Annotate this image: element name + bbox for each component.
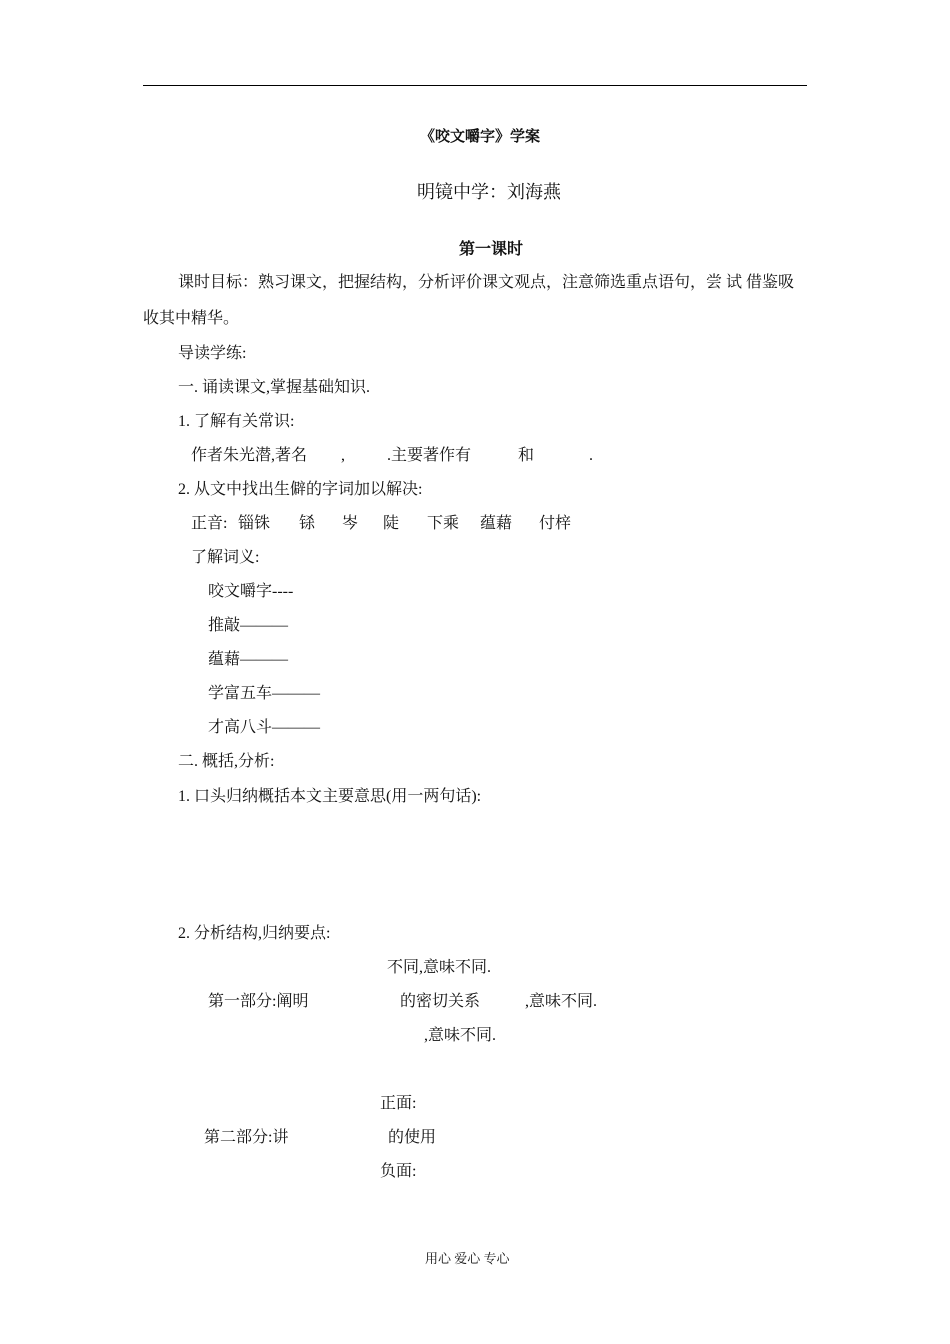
vocab-item: 咬文嚼字---- — [208, 583, 294, 600]
header-rule — [143, 85, 807, 86]
part2-label: 第二部分:讲 — [204, 1129, 289, 1146]
guide-label: 导读学练: — [178, 345, 247, 362]
zhengyin-word: 下乘 — [427, 515, 460, 532]
lesson-heading: 第一课时 — [459, 241, 524, 258]
zhengyin-word: 锱铢 — [238, 515, 271, 532]
q1-part-a: 作者朱光潜,著名 — [191, 447, 308, 464]
vocab-item: 才高八斗——— — [208, 719, 321, 736]
doc-title: 《咬文嚼字》学案 — [420, 129, 541, 145]
q1-part-d: 和 — [518, 447, 535, 464]
part2-middle: 的使用 — [388, 1129, 437, 1146]
goal-line-1: 课时目标：熟习课文，把握结构，分析评价课文观点，注意筛选重点语句，尝 试 借鉴吸 — [178, 274, 795, 291]
vocab-item: 学富五车——— — [208, 685, 321, 702]
vocab-item: 推敲——— — [208, 617, 289, 634]
q1-part-b: , — [341, 447, 345, 464]
part1-middle: 的密切关系 — [400, 993, 481, 1010]
q1-part-c: .主要著作有 — [387, 447, 472, 464]
part1-branch-bottom: ,意味不同. — [424, 1027, 497, 1044]
zhengyin-word: 铩 — [299, 515, 316, 532]
zhengyin-word: 付梓 — [539, 515, 572, 532]
goal-line-2: 收其中精华。 — [143, 310, 240, 327]
page-footer: 用心 爱心 专心 — [425, 1251, 510, 1266]
vocab-label: 了解词义: — [191, 549, 260, 566]
part2-positive: 正面: — [380, 1095, 417, 1112]
vocab-item: 蕴藉——— — [208, 651, 289, 668]
section2-q1: 1. 口头归纳概括本文主要意思(用一两句话): — [178, 788, 482, 805]
section1-heading: 一. 诵读课文,掌握基础知识. — [178, 379, 371, 396]
zhengyin-word: 岑 — [342, 515, 359, 532]
section2-q2: 2. 分析结构,归纳要点: — [178, 925, 331, 942]
zhengyin-label: 正音: — [191, 515, 228, 532]
q1-part-e: . — [589, 447, 593, 464]
part2-negative: 负面: — [380, 1163, 417, 1180]
section2-heading: 二. 概括,分析: — [178, 753, 275, 770]
part1-branch-top: 不同,意味不同. — [387, 959, 492, 976]
q1-heading: 1. 了解有关常识: — [178, 413, 295, 430]
zhengyin-word: 蕴藉 — [480, 515, 513, 532]
q2-heading: 2. 从文中找出生僻的字词加以解决: — [178, 481, 423, 498]
part1-branch-mid: ,意味不同. — [525, 993, 598, 1010]
author-line: 明镜中学：刘海燕 — [417, 182, 561, 202]
zhengyin-word: 陡 — [383, 515, 400, 532]
part1-label: 第一部分:阐明 — [208, 993, 309, 1010]
